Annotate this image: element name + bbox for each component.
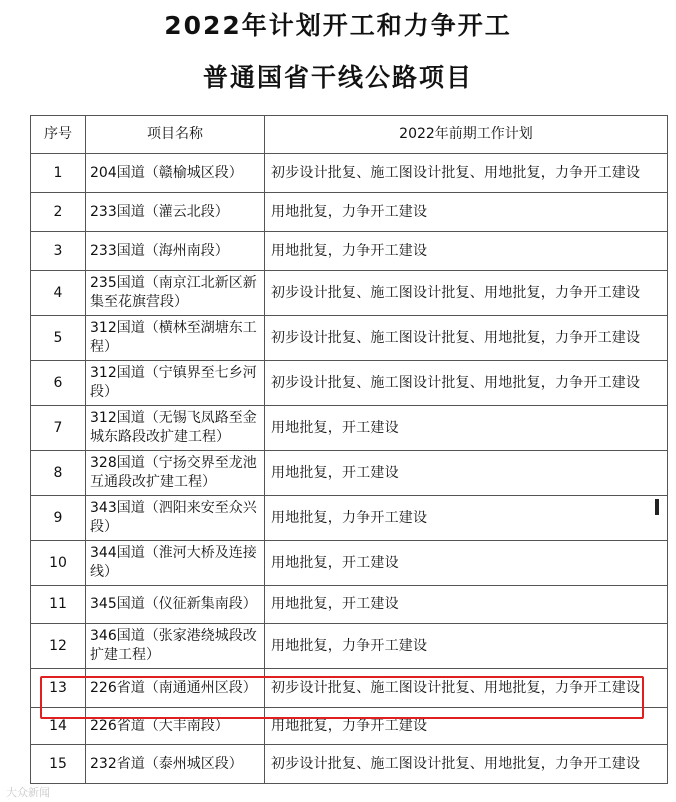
row-name: 343国道（泗阳来安至众兴段） (86, 496, 265, 541)
row-plan: 初步设计批复、施工图设计批复、用地批复，力争开工建设 (265, 745, 668, 784)
row-no: 15 (31, 745, 86, 784)
table-row (31, 154, 668, 193)
row-no: 7 (31, 406, 86, 451)
row-name: 312国道（横林至湖塘东工程） (86, 316, 265, 361)
row-no: 8 (31, 451, 86, 496)
table-row (31, 624, 668, 669)
row-no: 14 (31, 708, 86, 745)
row-name: 312国道（无锡飞凤路至金城东路段改扩建工程） (86, 406, 265, 451)
table-row (31, 586, 668, 624)
table-row (31, 406, 668, 451)
row-plan: 用地批复，开工建设 (265, 406, 668, 451)
row-plan: 用地批复，开工建设 (265, 586, 668, 624)
row-name: 233国道（灌云北段） (86, 193, 265, 232)
table-row (31, 316, 668, 361)
row-name: 344国道（淮河大桥及连接线） (86, 541, 265, 586)
table-row (31, 361, 668, 406)
table-row (31, 541, 668, 586)
row-name: 345国道（仪征新集南段） (86, 586, 265, 624)
document-title-line2: 普通国省干线公路项目 (202, 63, 473, 92)
row-plan: 用地批复，开工建设 (265, 451, 668, 496)
document-title-line1: 2022年计划开工和力争开工 (164, 11, 512, 40)
row-name: 346国道（张家港绕城段改扩建工程） (86, 624, 265, 669)
row-name: 312国道（宁镇界至七乡河段） (86, 361, 265, 406)
row-plan: 用地批复，开工建设 (265, 541, 668, 586)
row-plan: 初步设计批复、施工图设计批复、用地批复，力争开工建设 (265, 154, 668, 193)
row-no: 1 (31, 154, 86, 193)
table-row (31, 496, 668, 541)
table-row (31, 193, 668, 232)
header-no: 序号 (31, 116, 86, 154)
row-no: 6 (31, 361, 86, 406)
row-no: 5 (31, 316, 86, 361)
scroll-mark (655, 499, 659, 515)
project-table (30, 115, 668, 784)
row-no: 9 (31, 496, 86, 541)
table-row (31, 708, 668, 745)
row-name: 226省道（大丰南段） (86, 708, 265, 745)
row-name: 204国道（赣榆城区段） (86, 154, 265, 193)
table-header-row (31, 116, 668, 154)
table-row (31, 271, 668, 316)
table-row (31, 451, 668, 496)
header-plan: 2022年前期工作计划 (265, 116, 668, 154)
row-plan: 用地批复，力争开工建设 (265, 708, 668, 745)
row-plan: 初步设计批复、施工图设计批复、用地批复，力争开工建设 (265, 271, 668, 316)
row-no: 10 (31, 541, 86, 586)
row-plan: 用地批复，力争开工建设 (265, 193, 668, 232)
row-no: 13 (31, 669, 86, 708)
row-name: 232省道（泰州城区段） (86, 745, 265, 784)
row-name: 233国道（海州南段） (86, 232, 265, 271)
row-plan: 用地批复，力争开工建设 (265, 496, 668, 541)
header-name: 项目名称 (86, 116, 265, 154)
row-no: 2 (31, 193, 86, 232)
row-plan: 用地批复，力争开工建设 (265, 624, 668, 669)
row-no: 3 (31, 232, 86, 271)
row-plan: 初步设计批复、施工图设计批复、用地批复，力争开工建设 (265, 669, 668, 708)
row-plan: 初步设计批复、施工图设计批复、用地批复，力争开工建设 (265, 361, 668, 406)
watermark-text: 大众新闻 (6, 786, 50, 799)
row-name: 226省道（南通通州区段） (86, 669, 265, 708)
table-row (31, 745, 668, 784)
table-row (31, 669, 668, 708)
row-no: 11 (31, 586, 86, 624)
row-plan: 用地批复，力争开工建设 (265, 232, 668, 271)
row-no: 4 (31, 271, 86, 316)
row-name: 235国道（南京江北新区新集至花旗营段） (86, 271, 265, 316)
row-no: 12 (31, 624, 86, 669)
row-plan: 初步设计批复、施工图设计批复、用地批复，力争开工建设 (265, 316, 668, 361)
row-name: 328国道（宁扬交界至龙池互通段改扩建工程） (86, 451, 265, 496)
table-row (31, 232, 668, 271)
